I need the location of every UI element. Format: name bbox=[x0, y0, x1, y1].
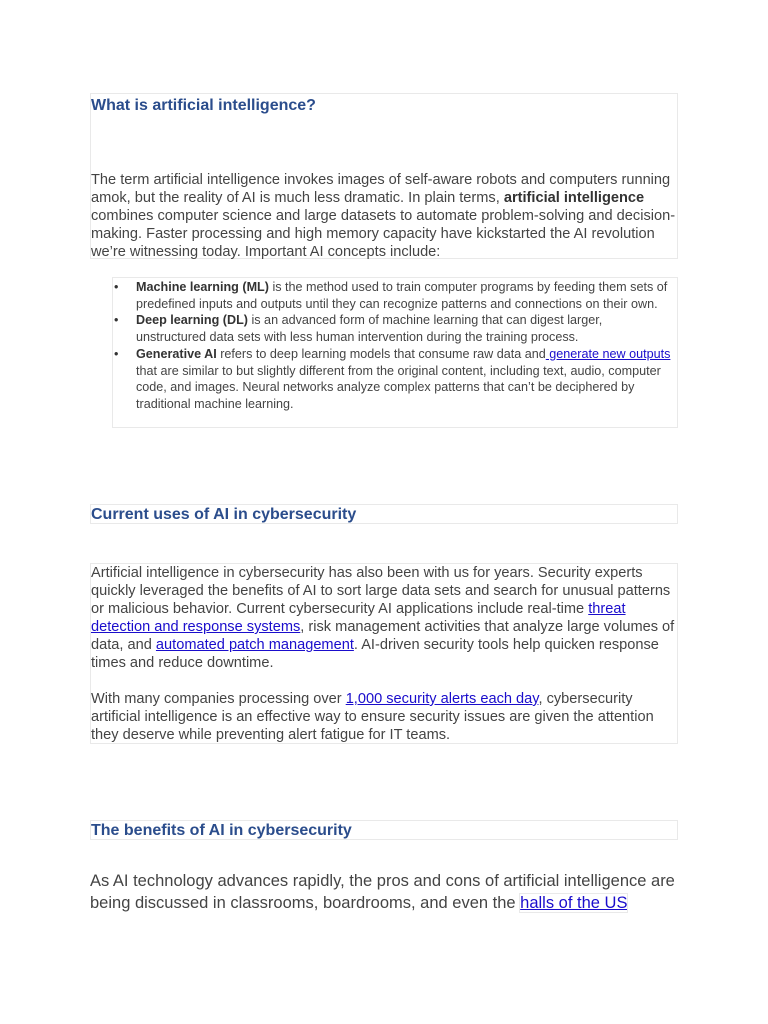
item-text: is the method used to train computer programs by feeding them sets of predefined inputs and outputs until they can recognize patterns and connections on their own. bbox=[136, 280, 668, 311]
heading-what-is-ai: What is artificial intelligence? bbox=[91, 97, 316, 114]
generate-new-outputs-link[interactable]: generate new outputs bbox=[545, 346, 671, 361]
p1-text-c: . AI-driven security tools help quicken response times and reduce downtime. bbox=[91, 637, 659, 671]
section-current-uses-heading-box bbox=[90, 504, 678, 524]
p1-text-a: Artificial intelligence in cybersecurity has also been with us for years. Security experts quickly leveraged the benefits of AI to sort large data sets and search for unusual patterns or malicious behavior. Current cybersecurity AI applications include real-time bbox=[91, 565, 671, 617]
term-genai: Generative AI bbox=[136, 346, 217, 361]
term-dl: Deep learning (DL) bbox=[136, 313, 248, 328]
section-current-uses-body bbox=[90, 563, 678, 744]
list-item bbox=[136, 346, 675, 413]
halls-of-us-link[interactable]: halls of the US bbox=[520, 894, 628, 912]
intro-paragraph bbox=[91, 171, 677, 261]
section-benefits-body bbox=[90, 870, 680, 914]
heading-current-uses: Current uses of AI in cybersecurity bbox=[91, 506, 357, 523]
list-item bbox=[136, 312, 675, 345]
list-item bbox=[136, 279, 675, 312]
term-ml: Machine learning (ML) bbox=[136, 280, 269, 294]
p1-text-b: , risk management activities that analyze large volumes of data, and bbox=[91, 619, 675, 653]
security-alerts-link[interactable]: 1,000 security alerts each day bbox=[345, 691, 539, 707]
item-text: is an advanced form of machine learning that can digest larger, unstructured data sets with less human intervention during the training process. bbox=[136, 313, 603, 345]
automated-patch-management-link[interactable]: automated patch management bbox=[155, 637, 354, 653]
p2-text-a: With many companies processing over bbox=[91, 691, 346, 707]
item-text: that are similar to but slightly different from the original content, including text, audio, computer code, and images. Neural networks analyze complex patterns that can’t be deciphered by traditional machine learning. bbox=[136, 363, 661, 411]
section-what-is-ai bbox=[90, 93, 678, 259]
threat-detection-link[interactable]: threat detection and response systems bbox=[91, 601, 626, 635]
current-uses-paragraph-1 bbox=[91, 564, 677, 672]
ai-concepts-list-box bbox=[112, 277, 678, 428]
intro-text-a: The term artificial intelligence invokes images of self-aware robots and computers running amok, but the reality of AI is much less dramatic. In plain terms, bbox=[91, 172, 671, 206]
item-text: refers to deep learning models that consume raw data and bbox=[216, 346, 546, 361]
section-benefits-heading-box bbox=[90, 820, 678, 840]
benefits-text: As AI technology advances rapidly, the pros and cons of artificial intelligence are being discussed in classrooms, boardrooms, and even the bbox=[90, 872, 675, 912]
ai-concepts-list bbox=[136, 279, 675, 413]
p2-text-b: , cybersecurity artificial intelligence is an effective way to ensure security issues are given the attention they deserve while preventing alert fatigue for IT teams. bbox=[91, 691, 654, 743]
intro-bold: artificial intelligence bbox=[503, 190, 645, 206]
intro-text-b: combines computer science and large datasets to automate problem-solving and decision-making. Faster processing and high memory capacity have kickstarted the AI revolution we’re witnessing today. Important AI concepts include: bbox=[91, 208, 676, 260]
benefits-paragraph bbox=[90, 870, 680, 914]
current-uses-paragraph-2 bbox=[91, 690, 677, 744]
heading-benefits: The benefits of AI in cybersecurity bbox=[91, 822, 352, 839]
